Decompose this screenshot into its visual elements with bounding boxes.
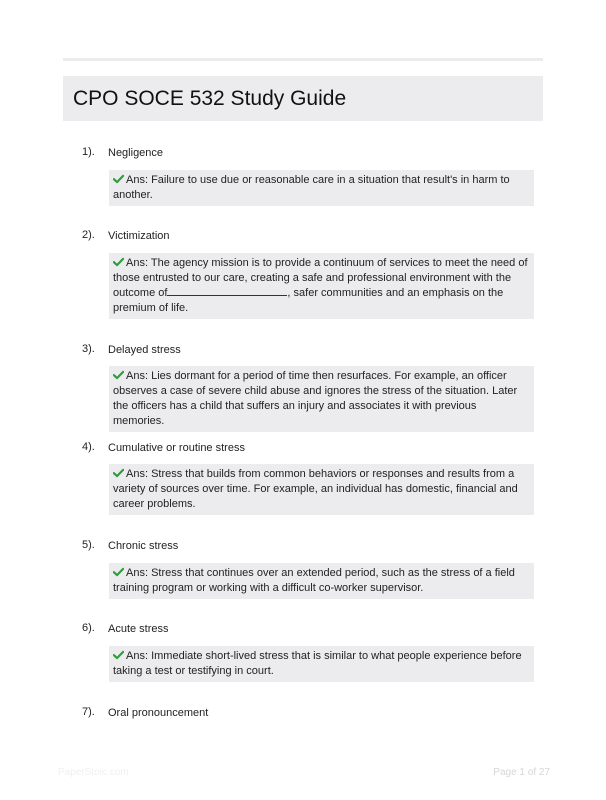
answer-text: Failure to use due or reasonable care in a situation that result's in harm to another. — [113, 174, 510, 201]
question-term: Negligence — [108, 147, 164, 159]
check-icon — [113, 567, 124, 577]
question-number: 5). — [82, 539, 95, 551]
answer-text: Stress that builds from common behaviors or responses and results from a variety of sources over time. For example, an individual has domestic, financial and career problems. — [113, 468, 518, 510]
title-banner — [63, 76, 543, 121]
check-icon — [113, 650, 124, 660]
answer-text: Immediate short-lived stress that is similar to what people experience before taking a test or testifying in court. — [113, 650, 522, 677]
answer-text: The agency mission is to provide a continuum of services to meet the need of those entrusted to our care, creating a safe and professional environment with the outcome of — [113, 257, 528, 299]
question-term: Chronic stress — [108, 540, 179, 552]
answer-box — [109, 253, 534, 319]
question-term: Acute stress — [108, 623, 169, 635]
answer-text-continued: , safer communities and an emphasis on the premium of life. — [113, 287, 504, 314]
question-number: 1). — [82, 146, 95, 158]
answer-prefix: Ans: — [126, 174, 149, 186]
question-term: Cumulative or routine stress — [108, 442, 245, 454]
question-number: 7). — [82, 706, 95, 718]
check-icon — [113, 370, 124, 380]
check-icon — [113, 174, 124, 184]
top-divider — [63, 58, 543, 61]
answer-prefix: Ans: — [126, 257, 149, 269]
question-number: 4). — [82, 441, 95, 453]
answer-box — [109, 464, 534, 515]
answer-box — [109, 170, 534, 206]
check-icon — [113, 257, 124, 267]
question-number: 3). — [82, 343, 95, 355]
answer-prefix: Ans: — [126, 370, 149, 382]
question-term: Oral pronouncement — [108, 707, 209, 719]
check-icon — [113, 468, 124, 478]
answer-prefix: Ans: — [126, 468, 149, 480]
question-term: Delayed stress — [108, 344, 181, 356]
question-number: 6). — [82, 622, 95, 634]
page-title: CPO SOCE 532 Study Guide — [73, 87, 347, 110]
fill-in-blank — [167, 286, 287, 296]
question-number: 2). — [82, 229, 95, 241]
answer-prefix: Ans: — [126, 567, 149, 579]
footer-watermark: PaperStoic.com — [58, 767, 129, 778]
answer-box — [109, 563, 534, 599]
answer-prefix: Ans: — [126, 650, 149, 662]
answer-text: Stress that continues over an extended period, such as the stress of a field training program or working with a difficult co-worker supervisor. — [113, 567, 515, 594]
answer-box — [109, 366, 534, 432]
page-number: Page 1 of 27 — [493, 767, 550, 778]
question-term: Victimization — [108, 230, 170, 242]
answer-box — [109, 646, 534, 682]
answer-text: Lies dormant for a period of time then resurfaces. For example, an officer observes a case of severe child abuse and ignores the stress of the situation. Later the officers has a child that suffers an injury and associates it with previous memories. — [113, 370, 518, 427]
